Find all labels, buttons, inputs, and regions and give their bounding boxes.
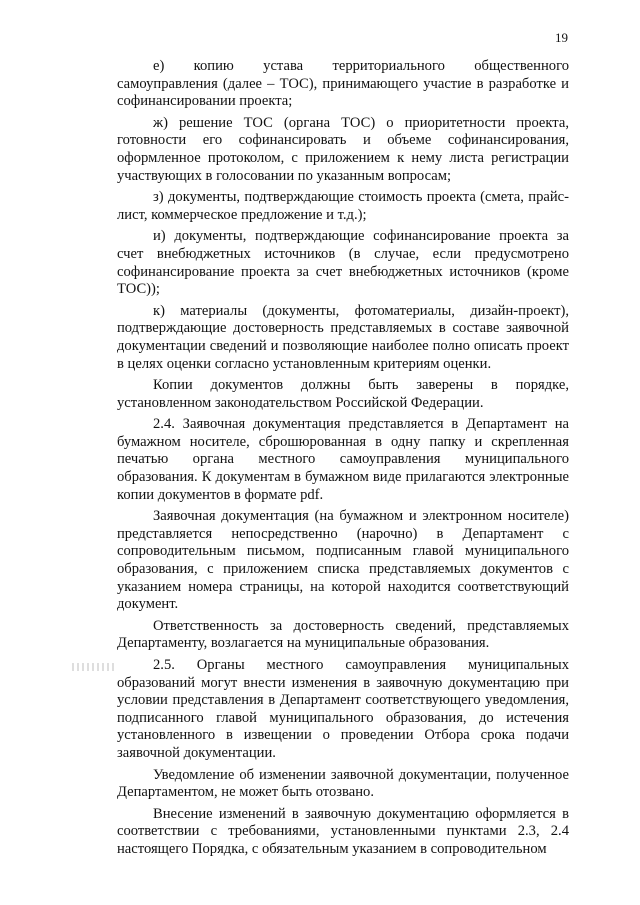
paragraph-2-4: 2.4. Заявочная документация представляется в Департамент на бумажном носителе, сброшюрованная в одну папку и скрепленная печатью органа местного самоуправления муниципального образования. К документам в бумажном виде прилагаются электронные копии документов в формате pdf.	[117, 416, 569, 503]
paragraph-zh-tos-decision: ж) решение ТОС (органа ТОС) о приоритетности проекта, готовности его софинансировать и объеме софинансирования, оформленное протоколом, с приложением к нему листа регистрации участвующих в голосовании по указанным вопросам;	[117, 114, 569, 184]
paragraph-copies-certified: Копии документов должны быть заверены в порядке, установленном законодательством Российской Федерации.	[117, 377, 569, 411]
page-number: 19	[555, 30, 568, 45]
paragraph-z-cost-documents: з) документы, подтверждающие стоимость проекта (смета, прайс-лист, коммерческое предложение и т.д.);	[117, 189, 569, 223]
paragraph-e-tos-charter: е) копию устава территориального общественного самоуправления (далее – ТОС), принимающего участие в разработке и софинансировании проекта;	[117, 58, 569, 110]
paragraph-i-cofinancing-documents: и) документы, подтверждающие софинансирование проекта за счет внебюджетных источников (в случае, если предусмотрено софинансирование проекта за счет внебюджетных источников (кроме ТОС));	[117, 228, 569, 298]
paragraph-submission: Заявочная документация (на бумажном и электронном носителе) представляется непосредственно (нарочно) в Департамент с сопроводительным письмом, подписанным главой муниципального образования, с приложением списка представляемых документов с указанием номера страницы, на которой находится соответствующий документ.	[117, 508, 569, 613]
paragraph-k-materials: к) материалы (документы, фотоматериалы, дизайн-проект), подтверждающие достоверность представляемых в составе заявочной документации сведений и позволяющие наиболее полно описать проект в целях оценки согласно установленным критериям оценки.	[117, 302, 569, 372]
paragraph-amendments: Внесение изменений в заявочную документацию оформляется в соответствии с требованиями, установленными пунктами 2.3, 2.4 настоящего Порядка, с обязательным указанием в сопроводительном	[117, 805, 569, 857]
scan-edge-mark	[72, 663, 116, 671]
document-body	[117, 58, 569, 863]
paragraph-responsibility: Ответственность за достоверность сведений, представляемых Департаменту, возлагается на муниципальные образования.	[117, 617, 569, 652]
paragraph-notification: Уведомление об изменении заявочной документации, полученное Департаментом, не может быть отозвано.	[117, 766, 569, 801]
paragraph-2-5: 2.5. Органы местного самоуправления муниципальных образований могут внести изменения в заявочную документацию при условии представления в Департамент соответствующего уведомления, подписанного главой муниципального образования, до истечения установленного в извещении о проведении Отбора срока подачи заявочной документации.	[117, 657, 569, 761]
